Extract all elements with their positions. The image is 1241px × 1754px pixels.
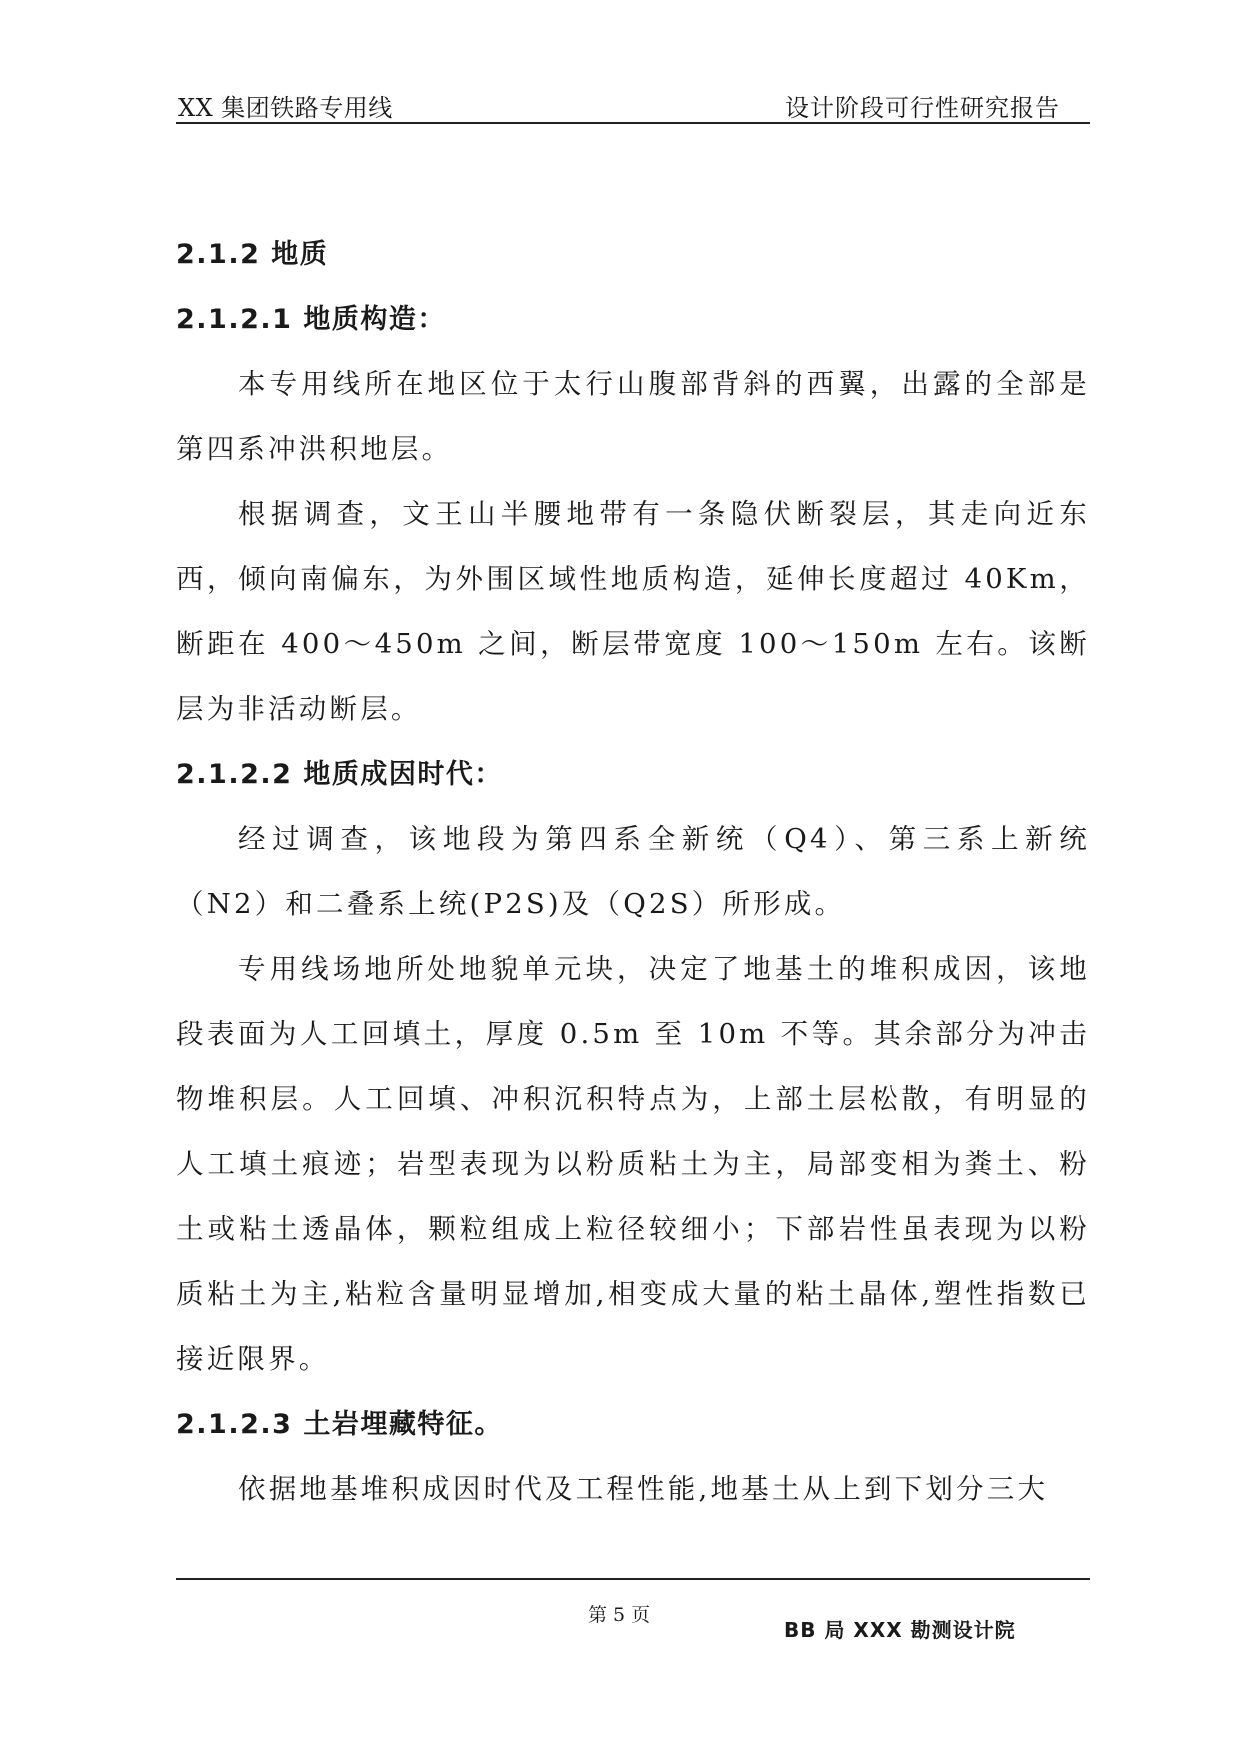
paragraph-soil-deposition: 专用线场地所处地貌单元块，决定了地基土的堆积成因，该地段表面为人工回填土，厚度 0.5m 至 10m 不等。其余部分为冲击物堆积层。人工回填、冲积沉积特点为，上部土层松散，有明显的人工填土痕迹；岩型表现为以粉质粘土为主，局部变相为粪土、粉土或粘土透晶体，颗粒组成上粒径较细小；下部岩性虽表现为以粉质粘土为主,粘粒含量明显增加,相变成大量的粘土晶体,塑性指数已接近限界。: [176, 953, 1090, 1375]
paragraph-structure-location: 本专用线所在地区位于太行山腹部背斜的西翼，出露的全部是第四系冲洪积地层。: [176, 368, 1090, 465]
header-report-title: 设计阶段可行性研究报告: [785, 94, 1060, 122]
paragraph-soil-layers: 依据地基堆积成因时代及工程性能,地基土从上到下划分三大: [238, 1473, 1049, 1505]
paragraph-formation-age: 经过调查，该地段为第四系全新统（Q4）、第三系上新统（N2）和二叠系上统(P2S)及（Q2S）所形成。: [176, 823, 1090, 920]
paragraph-fault-description: 根据调查，文王山半腰地带有一条隐伏断裂层，其走向近东西，倾向南偏东，为外围区域性地质构造，延伸长度超过 40Km，断距在 400～450m 之间，断层带宽度 100～150m 左右。该断层为非活动断层。: [176, 498, 1090, 725]
footer-divider: [176, 1578, 1090, 1580]
header-project-name: XX 集团铁路专用线: [178, 94, 393, 122]
section-heading-geological-age: 2.1.2.2 地质成因时代：: [176, 759, 503, 790]
footer-organization: BB 局 XXX 勘测设计院: [784, 1618, 1016, 1642]
section-heading-geological-structure: 2.1.2.1 地质构造：: [176, 304, 446, 335]
page-number: 第 5 页: [588, 1604, 651, 1626]
section-heading-burial-features: 2.1.2.3 土岩埋藏特征。: [176, 1409, 503, 1440]
page-header: [176, 86, 1090, 124]
section-heading-geology: 2.1.2 地质: [176, 239, 329, 270]
document-body: [176, 222, 1090, 1522]
